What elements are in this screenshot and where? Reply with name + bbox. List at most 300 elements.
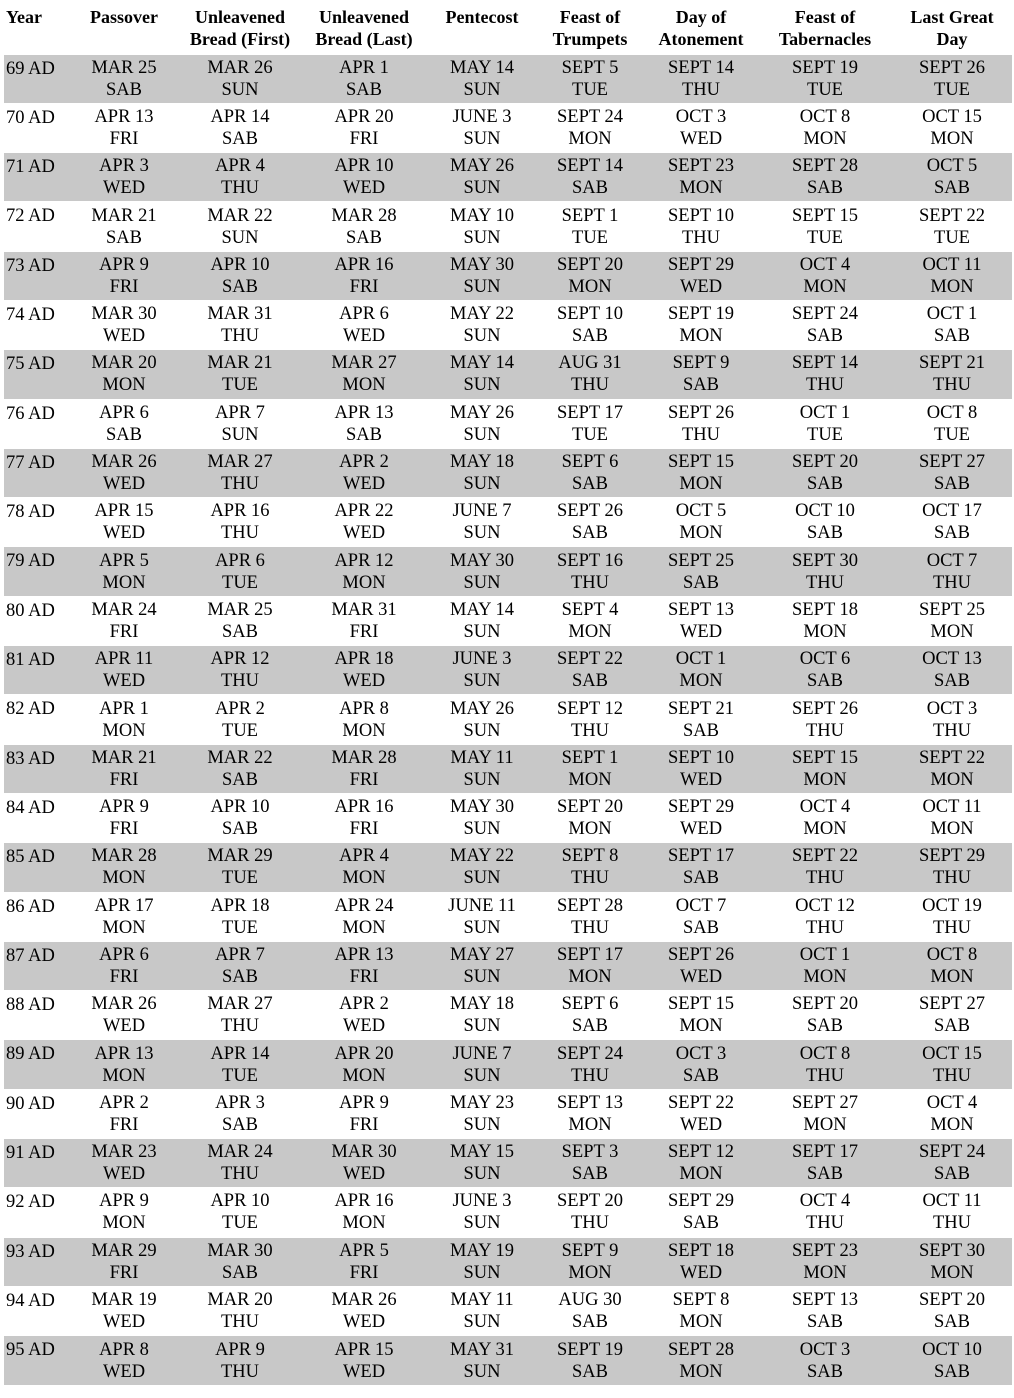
date-cell-last-great-day [892,744,1012,793]
date-cell-feast-of-trumpets [536,1040,644,1089]
date-text: SEPT 26 [919,57,985,78]
date-cell-unleavened-bread-first [180,251,300,300]
weekday-text: WED [342,1361,386,1382]
date-cell-unleavened-bread-first [180,350,300,399]
date-cell-day-of-atonement [644,547,758,596]
weekday-text: THU [805,572,845,593]
date-cell-passover [68,843,180,892]
weekday-text: MON [803,1262,847,1283]
date-text: MAR 31 [331,599,397,620]
date-cell-feast-of-tabernacles [758,596,892,645]
date-text: SEPT 20 [919,1290,985,1311]
date-text: SEPT 20 [792,452,858,473]
date-text: MAY 30 [450,254,514,275]
year-cell: 93 AD [4,1237,68,1286]
weekday-text: TUE [807,227,843,248]
date-text: MAY 26 [450,402,514,423]
date-text: MAR 27 [207,452,273,473]
date-cell-last-great-day [892,695,1012,744]
weekday-text: FRI [109,966,139,987]
date-cell-unleavened-bread-first [180,1336,300,1385]
date-cell-unleavened-bread-first [180,498,300,547]
date-text: SEPT 22 [557,649,623,670]
date-cell-day-of-atonement [644,1089,758,1138]
weekday-text: SAB [572,671,608,692]
weekday-text: THU [570,1213,610,1234]
weekday-text: SAB [572,178,608,199]
date-cell-feast-of-tabernacles [758,843,892,892]
date-cell-last-great-day [892,300,1012,349]
date-text: APR 13 [334,944,394,965]
weekday-text: MON [679,178,723,199]
date-cell-last-great-day [892,646,1012,695]
weekday-text: THU [932,1065,972,1086]
weekday-text: FRI [349,621,379,642]
date-text: SEPT 28 [668,1339,734,1360]
date-cell-feast-of-trumpets [536,54,644,103]
weekday-text: SAB [807,474,843,495]
weekday-text: FRI [109,128,139,149]
date-cell-pentecost [428,202,536,251]
weekday-text: FRI [349,1262,379,1283]
weekday-text: MON [803,819,847,840]
weekday-text: MON [930,1262,974,1283]
weekday-text: SAB [222,621,258,642]
weekday-text: SUN [463,1213,501,1234]
date-text: MAR 31 [207,304,273,325]
date-text: SEPT 17 [557,402,623,423]
weekday-text: FRI [349,819,379,840]
date-cell-unleavened-bread-last [300,1040,428,1089]
column-header-line: Tabernacles [778,29,872,49]
weekday-text: SAB [934,1164,970,1185]
date-text: MAY 22 [450,846,514,867]
date-text: APR 1 [99,698,149,719]
date-text: APR 18 [210,895,270,916]
date-text: MAR 21 [207,353,273,374]
weekday-text: THU [220,178,260,199]
date-cell-pentecost [428,300,536,349]
weekday-text: TUE [572,424,608,445]
date-cell-feast-of-trumpets [536,1139,644,1188]
date-text: MAR 30 [207,1240,273,1261]
date-text: OCT 12 [795,895,855,916]
date-cell-last-great-day [892,251,1012,300]
date-text: MAR 23 [91,1142,157,1163]
date-cell-unleavened-bread-last [300,103,428,152]
weekday-text: MON [803,966,847,987]
weekday-text: MON [568,769,612,790]
weekday-text: THU [681,424,721,445]
weekday-text: THU [220,326,260,347]
date-cell-day-of-atonement [644,103,758,152]
date-text: SEPT 20 [557,254,623,275]
weekday-text: SAB [807,1312,843,1333]
date-text: OCT 8 [799,1043,851,1064]
date-cell-unleavened-bread-last [300,251,428,300]
weekday-text: SAB [934,178,970,199]
weekday-text: WED [342,474,386,495]
date-cell-passover [68,1188,180,1237]
date-cell-passover [68,448,180,497]
weekday-text: WED [679,276,723,297]
year-cell: 76 AD [4,399,68,448]
weekday-text: FRI [349,128,379,149]
date-cell-last-great-day [892,1336,1012,1385]
date-text: MAR 19 [91,1290,157,1311]
date-text: OCT 17 [922,501,982,522]
date-text: MAR 22 [207,747,273,768]
date-cell-feast-of-trumpets [536,941,644,990]
weekday-text: THU [220,523,260,544]
date-text: MAR 30 [331,1142,397,1163]
date-text: SEPT 22 [919,205,985,226]
weekday-text: THU [932,1213,972,1234]
year-cell: 94 AD [4,1286,68,1335]
date-text: OCT 7 [926,550,978,571]
weekday-text: THU [932,917,972,938]
table-row [4,744,1012,793]
date-cell-feast-of-tabernacles [758,300,892,349]
date-text: MAR 28 [91,846,157,867]
weekday-text: SAB [807,1016,843,1037]
date-cell-passover [68,793,180,842]
date-cell-day-of-atonement [644,54,758,103]
weekday-text: THU [805,1065,845,1086]
date-cell-feast-of-trumpets [536,300,644,349]
date-text: SEPT 15 [792,205,858,226]
column-header-last-great-day [892,0,1012,54]
date-text: SEPT 29 [668,254,734,275]
weekday-text: SUN [463,819,501,840]
date-text: SEPT 27 [792,1092,858,1113]
date-cell-day-of-atonement [644,1040,758,1089]
date-cell-unleavened-bread-first [180,695,300,744]
date-text: APR 12 [210,649,270,670]
date-cell-feast-of-tabernacles [758,1139,892,1188]
date-cell-last-great-day [892,1286,1012,1335]
date-text: SEPT 15 [668,452,734,473]
weekday-text: MON [679,671,723,692]
date-text: APR 16 [334,254,394,275]
date-cell-passover [68,596,180,645]
date-text: SEPT 17 [668,846,734,867]
date-cell-last-great-day [892,202,1012,251]
date-text: OCT 1 [675,649,727,670]
date-text: OCT 3 [675,1043,727,1064]
date-text: MAY 11 [450,747,514,768]
weekday-text: WED [679,1114,723,1135]
date-cell-feast-of-trumpets [536,350,644,399]
weekday-text: TUE [572,79,608,100]
date-cell-feast-of-trumpets [536,991,644,1040]
weekday-text: WED [342,1164,386,1185]
weekday-text: WED [679,769,723,790]
date-cell-feast-of-tabernacles [758,646,892,695]
year-cell: 90 AD [4,1089,68,1138]
date-cell-pentecost [428,1089,536,1138]
date-text: OCT 1 [926,304,978,325]
weekday-text: MON [803,276,847,297]
date-text: APR 16 [334,797,394,818]
date-cell-unleavened-bread-first [180,448,300,497]
date-cell-feast-of-tabernacles [758,1237,892,1286]
weekday-text: MON [342,375,386,396]
weekday-text: SAB [934,326,970,347]
date-text: APR 13 [94,106,154,127]
date-cell-feast-of-tabernacles [758,251,892,300]
date-text: OCT 10 [795,501,855,522]
date-text: APR 16 [210,501,270,522]
date-text: SEPT 17 [792,1142,858,1163]
date-text: APR 8 [99,1339,149,1360]
weekday-text: SUN [463,178,501,199]
date-text: APR 6 [215,550,265,571]
weekday-text: MON [679,1361,723,1382]
date-cell-unleavened-bread-last [300,399,428,448]
date-text: MAY 10 [450,205,514,226]
date-text: MAR 26 [91,994,157,1015]
date-cell-last-great-day [892,596,1012,645]
date-cell-last-great-day [892,103,1012,152]
date-text: MAR 26 [331,1290,397,1311]
weekday-text: WED [102,523,146,544]
date-text: SEPT 22 [919,747,985,768]
date-cell-unleavened-bread-first [180,596,300,645]
date-cell-pentecost [428,547,536,596]
date-cell-day-of-atonement [644,251,758,300]
date-cell-feast-of-tabernacles [758,399,892,448]
table-row [4,498,1012,547]
weekday-text: THU [932,572,972,593]
date-cell-feast-of-trumpets [536,498,644,547]
date-text: APR 9 [215,1339,265,1360]
date-cell-unleavened-bread-first [180,991,300,1040]
weekday-text: SAB [106,424,142,445]
weekday-text: SUN [463,79,501,100]
weekday-text: SAB [934,523,970,544]
weekday-text: SAB [222,128,258,149]
weekday-text: MON [930,819,974,840]
date-text: OCT 7 [675,895,727,916]
weekday-text: TUE [222,868,258,889]
weekday-text: MON [679,326,723,347]
date-cell-feast-of-tabernacles [758,1089,892,1138]
date-text: JUNE 11 [448,895,516,916]
weekday-text: THU [220,1164,260,1185]
weekday-text: THU [220,474,260,495]
date-text: APR 1 [339,57,389,78]
date-text: APR 11 [94,649,154,670]
year-cell: 79 AD [4,547,68,596]
date-cell-unleavened-bread-first [180,1286,300,1335]
date-cell-unleavened-bread-last [300,1188,428,1237]
weekday-text: WED [679,128,723,149]
date-cell-unleavened-bread-last [300,153,428,202]
date-cell-passover [68,1336,180,1385]
weekday-text: SUN [221,227,259,248]
date-cell-unleavened-bread-first [180,793,300,842]
date-cell-last-great-day [892,448,1012,497]
date-text: SEPT 19 [792,57,858,78]
column-header-line: Year [6,7,42,27]
date-cell-unleavened-bread-last [300,202,428,251]
date-text: OCT 5 [926,156,978,177]
date-cell-pentecost [428,941,536,990]
date-cell-unleavened-bread-last [300,941,428,990]
date-cell-passover [68,103,180,152]
date-text: APR 13 [94,1043,154,1064]
weekday-text: SUN [463,917,501,938]
weekday-text: THU [220,1361,260,1382]
date-cell-feast-of-trumpets [536,399,644,448]
date-cell-passover [68,695,180,744]
weekday-text: THU [220,671,260,692]
date-cell-unleavened-bread-last [300,1336,428,1385]
date-text: SEPT 10 [668,747,734,768]
date-cell-last-great-day [892,843,1012,892]
date-text: OCT 13 [922,649,982,670]
date-cell-day-of-atonement [644,1286,758,1335]
weekday-text: SUN [463,1114,501,1135]
date-cell-feast-of-tabernacles [758,1336,892,1385]
weekday-text: MON [568,819,612,840]
date-cell-unleavened-bread-first [180,1089,300,1138]
date-text: APR 2 [99,1092,149,1113]
date-text: MAY 26 [450,156,514,177]
date-cell-passover [68,300,180,349]
column-header-year [4,0,68,54]
weekday-text: SUN [463,1361,501,1382]
weekday-text: TUE [934,227,970,248]
date-text: APR 6 [99,944,149,965]
date-text: MAY 30 [450,797,514,818]
column-header-feast-of-trumpets [536,0,644,54]
weekday-text: SAB [572,1312,608,1333]
date-cell-feast-of-trumpets [536,1336,644,1385]
date-cell-last-great-day [892,941,1012,990]
date-cell-feast-of-tabernacles [758,892,892,941]
weekday-text: SAB [934,1361,970,1382]
date-cell-unleavened-bread-last [300,498,428,547]
date-cell-feast-of-trumpets [536,646,644,695]
weekday-text: FRI [109,1262,139,1283]
date-cell-pentecost [428,695,536,744]
date-text: MAY 27 [450,944,514,965]
date-cell-unleavened-bread-last [300,1089,428,1138]
date-text: APR 7 [215,402,265,423]
table-row [4,596,1012,645]
weekday-text: MON [679,1312,723,1333]
weekday-text: THU [932,868,972,889]
date-text: APR 15 [94,501,154,522]
weekday-text: SAB [572,326,608,347]
date-text: APR 9 [99,1191,149,1212]
table-row [4,793,1012,842]
date-text: APR 4 [339,846,389,867]
feast-calendar-table [4,0,1012,1385]
date-text: JUNE 7 [452,1043,512,1064]
year-cell: 87 AD [4,941,68,990]
weekday-text: SUN [221,424,259,445]
date-text: MAY 26 [450,698,514,719]
date-text: JUNE 7 [452,501,512,522]
date-text: SEPT 13 [557,1092,623,1113]
date-text: APR 3 [99,156,149,177]
date-cell-unleavened-bread-first [180,843,300,892]
weekday-text: MON [342,868,386,889]
date-cell-pentecost [428,892,536,941]
column-header-line: Bread (First) [189,29,291,49]
year-cell: 73 AD [4,251,68,300]
year-cell: 82 AD [4,695,68,744]
date-cell-last-great-day [892,991,1012,1040]
table-row [4,399,1012,448]
weekday-text: MON [930,128,974,149]
weekday-text: MON [102,1213,146,1234]
date-text: MAR 26 [91,452,157,473]
date-text: APR 6 [99,402,149,423]
date-cell-passover [68,941,180,990]
table-row [4,941,1012,990]
date-text: MAY 30 [450,550,514,571]
date-cell-unleavened-bread-last [300,350,428,399]
date-cell-day-of-atonement [644,300,758,349]
weekday-text: MON [568,276,612,297]
date-text: OCT 8 [926,944,978,965]
weekday-text: MON [679,1016,723,1037]
weekday-text: TUE [934,424,970,445]
date-cell-feast-of-trumpets [536,744,644,793]
year-cell: 69 AD [4,54,68,103]
column-header-line: Feast of [559,7,621,27]
weekday-text: MON [102,720,146,741]
date-text: MAR 28 [331,747,397,768]
weekday-text: MON [102,868,146,889]
date-text: MAR 29 [91,1240,157,1261]
date-text: APR 15 [334,1339,394,1360]
date-cell-pentecost [428,1139,536,1188]
date-text: MAR 28 [331,205,397,226]
date-cell-day-of-atonement [644,646,758,695]
date-text: JUNE 3 [452,106,512,127]
date-text: SEPT 14 [792,353,858,374]
date-cell-feast-of-trumpets [536,202,644,251]
date-cell-unleavened-bread-first [180,1040,300,1089]
date-text: SEPT 25 [919,599,985,620]
weekday-text: MON [342,572,386,593]
date-cell-feast-of-trumpets [536,448,644,497]
weekday-text: SAB [934,474,970,495]
date-text: OCT 4 [799,1191,851,1212]
date-cell-feast-of-trumpets [536,793,644,842]
date-cell-pentecost [428,251,536,300]
weekday-text: SUN [463,128,501,149]
date-cell-unleavened-bread-last [300,1237,428,1286]
table-row [4,350,1012,399]
weekday-text: THU [570,572,610,593]
date-cell-unleavened-bread-last [300,695,428,744]
date-text: OCT 6 [799,649,851,670]
date-text: SEPT 20 [792,994,858,1015]
date-text: SEPT 30 [919,1240,985,1261]
date-text: MAY 19 [450,1240,514,1261]
weekday-text: WED [102,326,146,347]
date-cell-unleavened-bread-first [180,300,300,349]
date-cell-pentecost [428,54,536,103]
date-cell-unleavened-bread-first [180,54,300,103]
date-cell-passover [68,1237,180,1286]
